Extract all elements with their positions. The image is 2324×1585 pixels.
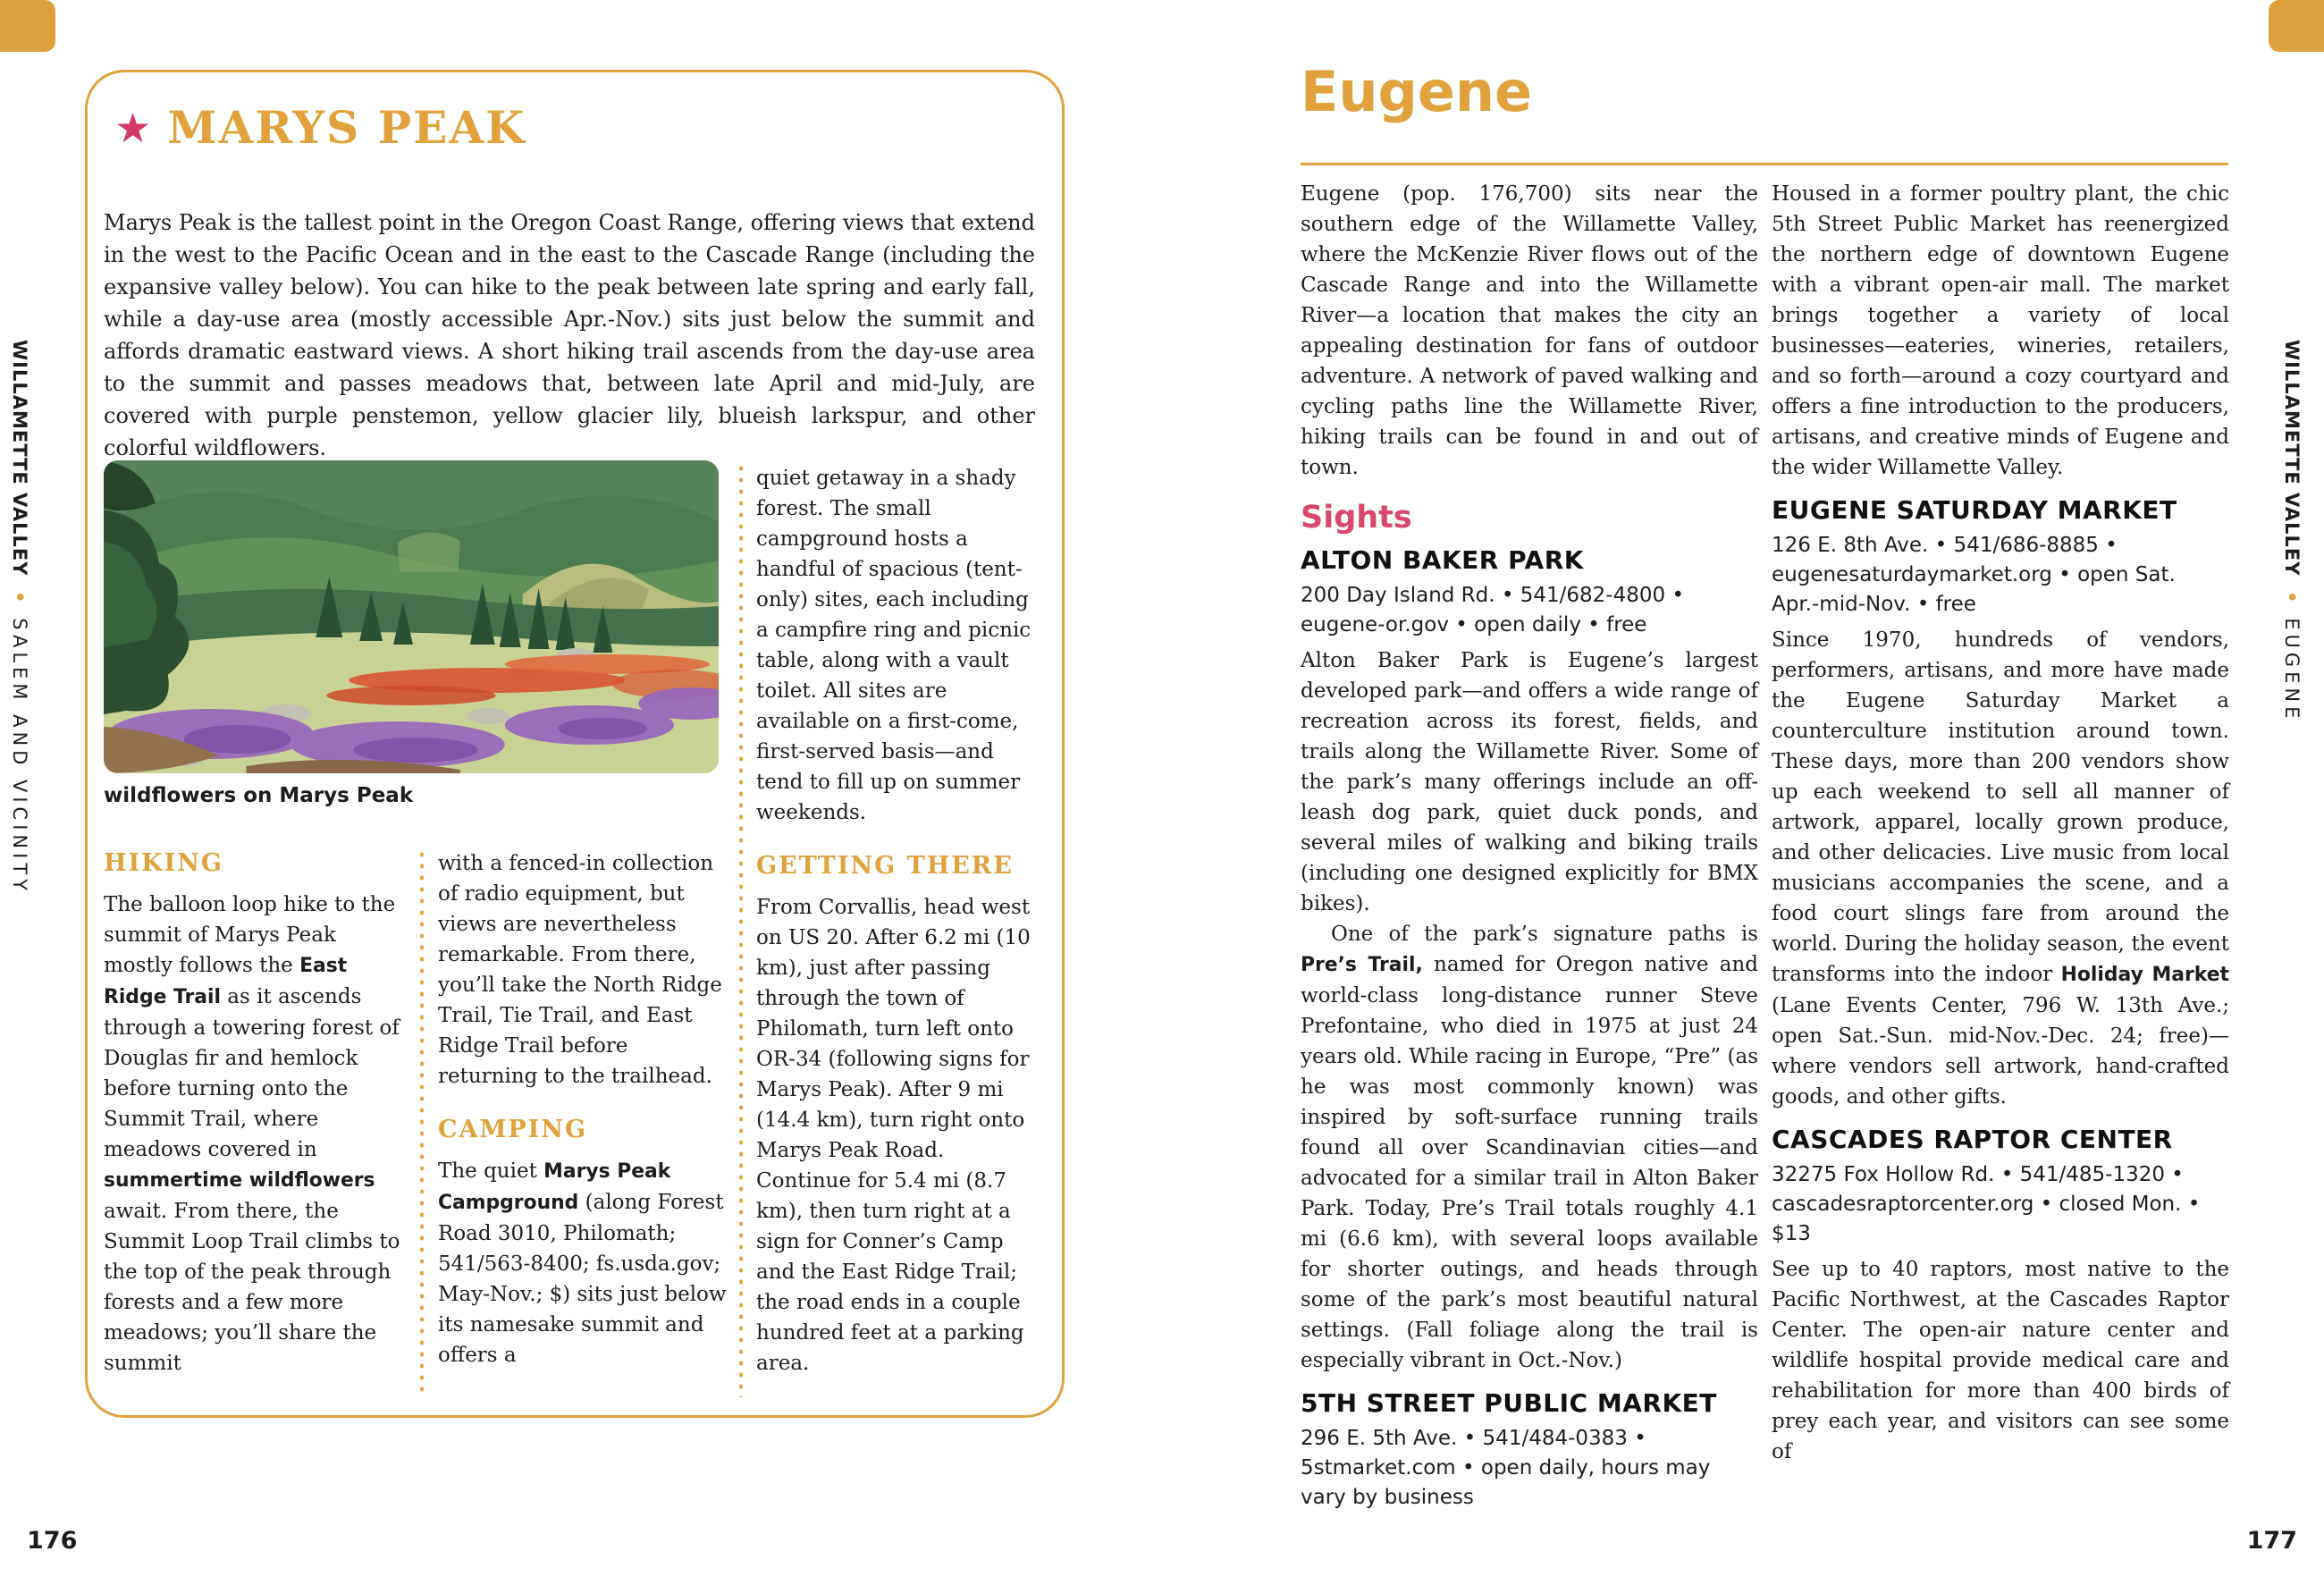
column-divider [739, 466, 743, 1397]
star-icon: ★ [114, 103, 152, 152]
camping-paragraph: The quiet Marys Peak Campground (along Forest Road 3010, Philomath; 541/563-8400; fs.usda.gov; May-Nov.; $) sits just below its namesake summit and offers a [438, 1159, 727, 1367]
highlight-term: East Ridge Trail [104, 955, 348, 1008]
raptor-center-heading: CASCADES RAPTOR CENTER [1772, 1125, 2173, 1154]
hiking-paragraph: The balloon loop hike to the summit of Marys Peak mostly follows the East Ridge Trail as it ascends through a towering forest of Douglas fir and hemlock before turning onto the Summit Trail, where meadows covered in summertime wildflowers await. From there, the Summit Loop Trail climbs to the top of the peak through forests and a few more meadows; you’ll share the summit [104, 893, 400, 1375]
left-edge-tab [0, 0, 55, 52]
highlight-term: Pre’s Trail, [1301, 954, 1423, 976]
getting-there-heading: GETTING THERE [756, 852, 1014, 880]
right-edge-chapter-label: EUGENE [2281, 618, 2303, 723]
highlight-term: Holiday Market [2060, 964, 2229, 986]
bullet-separator-icon: • [9, 591, 30, 603]
alton-baker-park-details: 200 Day Island Rd. • 541/682-4800 • eugene-or.gov • open daily • free [1301, 584, 1685, 637]
alton-baker-park-heading: ALTON BAKER PARK [1301, 545, 1584, 575]
right-edge-tab [2269, 0, 2324, 52]
wildflowers-photo [104, 460, 719, 773]
marys-peak-intro: Marys Peak is the tallest point in the Oregon Coast Range, offering views that extend in the west to the Pacific Ocean and in the east to the Cascade Range (including the expansive valley below). You can hike to the peak between late spring and early fall, while a day-use area (mostly accessible Apr.-Nov.) sits just below the summit and affords dramatic eastward views. A short hiking trail ascends from the day-use area to the summit and passes meadows that, between late April and mid-July, are covered with purple penstemon, yellow glacier lily, blueish larkspur, and other colorful wildflowers. [104, 210, 1035, 460]
left-edge-label [9, 340, 30, 895]
raptor-center-details: 32275 Fox Hollow Rd. • 541/485-1320 • cascadesraptorcenter.org • closed Mon. • $13 [1772, 1163, 2201, 1245]
getting-there-column [756, 463, 1039, 1378]
hiking-continued-paragraph: with a fenced-in collection of radio equipment, but views are nevertheless remarkable. From there, you’ll take the North Ridge Trail, Tie Trail, and East Ridge Trail before returning to the trailhead. [438, 852, 722, 1088]
wildflower-meadow-illustration [104, 460, 719, 773]
eugene-right-column [1772, 179, 2229, 1467]
hiking-column [104, 848, 406, 1378]
right-page-number: 177 [2246, 1527, 2297, 1555]
marys-peak-feature-box [85, 70, 1065, 1418]
fifth-street-market-heading: 5TH STREET PUBLIC MARKET [1301, 1388, 1717, 1418]
hiking-heading: HIKING [104, 849, 223, 877]
photo-caption: wildflowers on Marys Peak [104, 784, 414, 807]
alton-baker-park-paragraph: Alton Baker Park is Eugene’s largest developed park—and offers a wide range of recreation across its forest, fields, and trails along the Willamette River. Some of the park’s many offerings include an off-leash dog park, quiet duck ponds, and several miles of walking and biking trails (including one designed explicitly for BMX bikes). [1301, 649, 1758, 915]
right-edge-label [2281, 340, 2303, 722]
eugene-intro: Eugene (pop. 176,700) sits near the southern edge of the Willamette Valley, where the McKenzie River flows out of the Cascade Range and into the Willamette River—a location that makes the city an appealing destination for fans of outdoor adventure. A network of paved walking and cycling paths line the Willamette River, hiking trails can be found in and out of town. [1301, 182, 1758, 479]
getting-there-paragraph: From Corvallis, head west on US 20. After 6.2 mi (10 km), just after passing through the town of Philomath, turn left onto OR-34 (following signs for Marys Peak). After 9 mi (14.4 km), turn right onto Marys Peak Road. Continue for 5.4 mi (8.7 km), then turn right at a sign for Conner’s Camp and the East Ridge Trail; the road ends in a couple hundred feet at a parking area. [756, 896, 1031, 1375]
highlight-term: summertime wildflowers [104, 1169, 375, 1192]
camping-continued-paragraph: quiet getaway in a shady forest. The small campground hosts a handful of spacious (tent-only) sites, each including a campfire ring and picnic table, along with a vault toilet. All sites are available on a first-come, first-served basis—and tend to fill up on summer weekends. [756, 467, 1031, 824]
left-page-number: 176 [27, 1527, 78, 1555]
saturday-market-paragraph: Since 1970, hundreds of vendors, performers, artisans, and more have made the Eugene Saturday Market a counterculture institution around town. These days, more than 200 vendors show up each weekend to sell all manner of artwork, apparel, locally grown produce, and other delicacies. Live music from local musicians accompanies the scene, and a food court slings fare from around the world. During the holiday season, the event transforms into the indoor Holiday Market (Lane Events Center, 796 W. 13th Ave.; open Sat.-Sun. mid-Nov.-Dec. 24; free)—where vendors sell artwork, hand-crafted goods, and other gifts. [1772, 628, 2229, 1109]
sights-heading: Sights [1301, 500, 1412, 535]
camping-heading: CAMPING [438, 1116, 587, 1143]
right-edge-section-label: WILLAMETTE VALLEY [2281, 340, 2303, 577]
eugene-left-column [1301, 179, 1758, 1518]
marys-peak-title: MARYS PEAK [167, 101, 526, 154]
highlight-term: Marys Peak Campground [438, 1160, 671, 1214]
bullet-separator-icon: • [2281, 591, 2303, 603]
column-divider [420, 852, 424, 1399]
fifth-street-market-paragraph: Housed in a former poultry plant, the chic 5th Street Public Market has reenergized the northern edge of downtown Eugene with a vibrant open-air mall. The market brings together a variety of local businesses—eateries, wineries, retailers, and so forth—around a cozy courtyard and offers a fine introduction to the producers, artisans, and creative minds of Eugene and the wider Willamette Valley. [1772, 182, 2229, 479]
title-underline [1301, 163, 2228, 165]
left-edge-section-label: WILLAMETTE VALLEY [9, 340, 30, 577]
fifth-street-market-details: 296 E. 5th Ave. • 541/484-0383 • 5stmarket.com • open daily, hours may vary by business [1301, 1427, 1711, 1509]
pres-trail-paragraph: One of the park’s signature paths is Pre’s Trail, named for Oregon native and world-class long-distance runner Steve Prefontaine, who died in 1975 at just 24 years old. While racing in Europe, “Pre” (as he was most commonly known) was inspired by soft-surface running trails found all over Scandinavian cities—and advocated for a similar trail in Alton Baker Park. Today, Pre’s Trail totals roughly 4.1 mi (6.6 km), with several loops available for shorter outings, and heads through some of the park’s most beautiful natural settings. (Fall foliage along the trail is especially vibrant in Oct.-Nov.) [1301, 923, 1758, 1372]
saturday-market-details: 126 E. 8th Ave. • 541/686-8885 • eugenesaturdaymarket.org • open Sat. Apr.-mid-Nov. • free [1772, 534, 2176, 616]
camping-column [438, 848, 729, 1370]
raptor-center-paragraph: See up to 40 raptors, most native to the Pacific Northwest, at the Cascades Raptor Center. The open-air nature center and wildlife hospital provide medical care and rehabilitation for more than 400 birds of prey each year, and visitors can see some of [1772, 1258, 2229, 1463]
left-edge-chapter-label: SALEM AND VICINITY [9, 618, 30, 895]
marys-peak-title-row [114, 101, 526, 154]
saturday-market-heading: EUGENE SATURDAY MARKET [1772, 495, 2177, 525]
eugene-page-title: Eugene [1301, 59, 1533, 124]
